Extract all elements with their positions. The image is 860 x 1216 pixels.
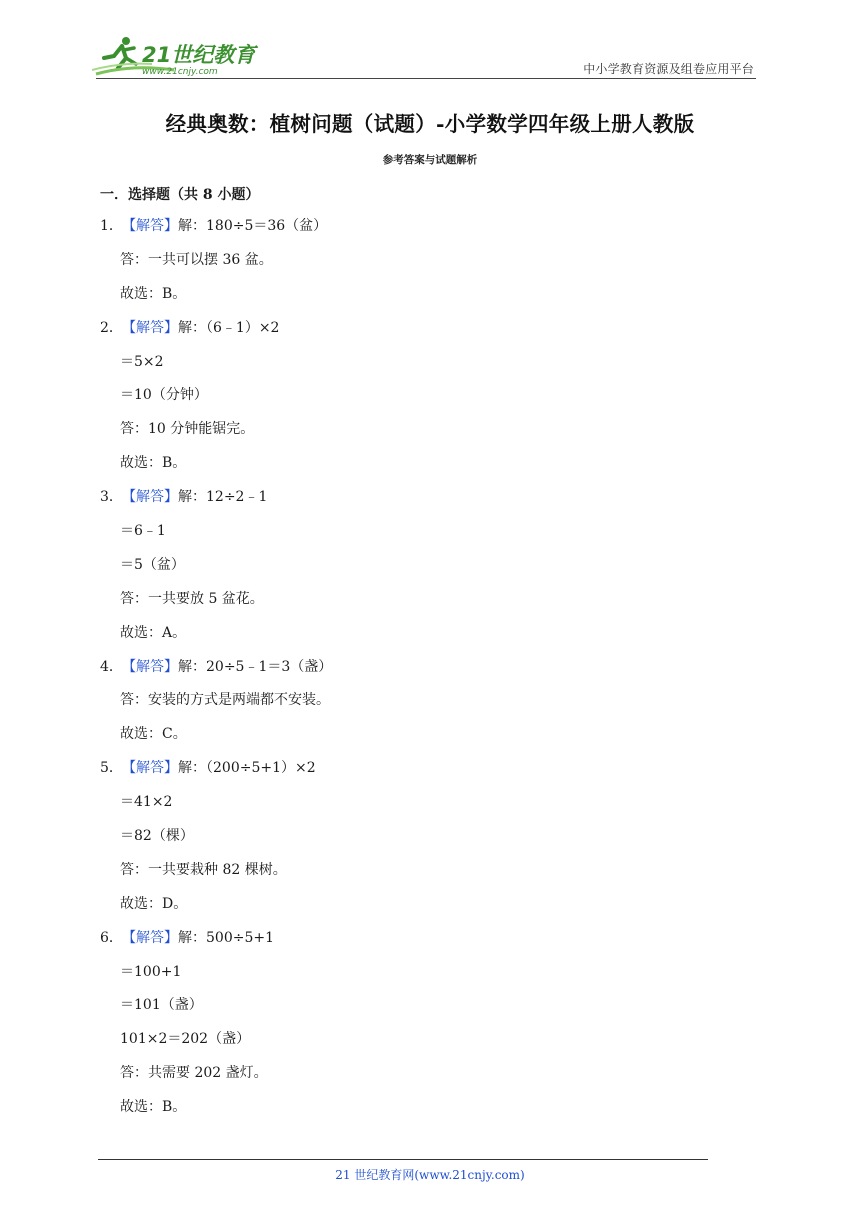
question-1	[100, 210, 740, 312]
choice-line: 故选：D。	[120, 895, 188, 912]
question-number: 3．	[100, 489, 123, 506]
solution-line: 答：一共要栽种 82 棵树。	[120, 861, 287, 878]
question-number: 1．	[100, 218, 123, 234]
solution-line: 答：一共要放 5 盆花。	[120, 590, 264, 607]
choice-line: 故选：C。	[120, 726, 187, 743]
question-6	[100, 922, 740, 1125]
choice-line: 故选：B。	[120, 455, 187, 472]
question-first-line	[100, 651, 740, 685]
question-5	[100, 752, 740, 921]
footer-divider	[98, 1159, 708, 1160]
solution-text: 解：180÷5＝36（盆）	[178, 218, 328, 234]
svg-text:21世纪教育: 21世纪教育	[142, 43, 256, 67]
footer-link[interactable]: 21 世纪教育网(www.21cnjy.com)	[335, 1168, 525, 1182]
solution-line: ＝6﹣1	[120, 523, 166, 540]
solution-text: 解：20÷5﹣1＝3（盏）	[178, 658, 333, 675]
solution-line: ＝82（棵）	[120, 828, 194, 845]
solution-line: 答：安装的方式是两端都不安装。	[120, 692, 330, 709]
question-first-line	[100, 210, 740, 244]
answer-tag: 【解答】	[122, 658, 178, 675]
question-first-line	[100, 922, 740, 956]
answer-tag: 【解答】	[122, 489, 178, 506]
site-logo	[92, 34, 262, 78]
svg-text:www.21cnjy.com: www.21cnjy.com	[142, 67, 218, 77]
solution-line: ＝41×2	[120, 794, 173, 811]
runner-logo-icon	[92, 34, 262, 78]
choice-line: 故选：B。	[120, 1099, 187, 1116]
solution-line: 答：共需要 202 盏灯。	[120, 1065, 268, 1082]
solution-text: 解：500÷5+1	[178, 929, 274, 946]
question-number: 6．	[100, 929, 123, 946]
answer-tag: 【解答】	[122, 760, 178, 777]
page-subtitle: 参考答案与试题解析	[382, 154, 478, 166]
answer-content	[100, 180, 740, 1125]
solution-line: ＝101（盏）	[120, 997, 203, 1014]
choice-line: 故选：A。	[120, 624, 187, 641]
question-2	[100, 312, 740, 481]
answer-tag: 【解答】	[122, 929, 178, 946]
solution-line: 101×2＝202（盏）	[120, 1031, 251, 1048]
question-number: 4．	[100, 658, 123, 675]
solution-text: 解：（200÷5+1）×2	[178, 760, 316, 777]
platform-name: 中小学教育资源及组卷应用平台	[583, 62, 754, 76]
question-3	[100, 481, 740, 650]
question-number: 2．	[100, 319, 123, 336]
question-first-line	[100, 752, 740, 786]
solution-line: ＝5×2	[120, 353, 164, 370]
header-divider	[96, 78, 756, 79]
solution-text: 解：12÷2﹣1	[178, 489, 268, 506]
solution-line: ＝5（盆）	[120, 556, 185, 573]
question-number: 5．	[100, 760, 123, 777]
solution-line: 答：一共可以摆 36 盆。	[120, 251, 273, 268]
section-heading: 一．选择题（共 8 小题）	[100, 187, 260, 203]
question-4	[100, 651, 740, 753]
question-first-line	[100, 312, 740, 346]
answer-tag: 【解答】	[122, 218, 178, 234]
solution-line: ＝10（分钟）	[120, 387, 208, 404]
solution-line: ＝100+1	[120, 963, 182, 980]
page-title: 经典奥数：植树问题（试题）-小学数学四年级上册人教版	[165, 112, 695, 136]
solution-text: 解：（6﹣1）×2	[178, 319, 280, 336]
choice-line: 故选：B。	[120, 285, 187, 302]
question-first-line	[100, 481, 740, 515]
answer-tag: 【解答】	[122, 319, 178, 336]
solution-line: 答：10 分钟能锯完。	[120, 421, 255, 438]
